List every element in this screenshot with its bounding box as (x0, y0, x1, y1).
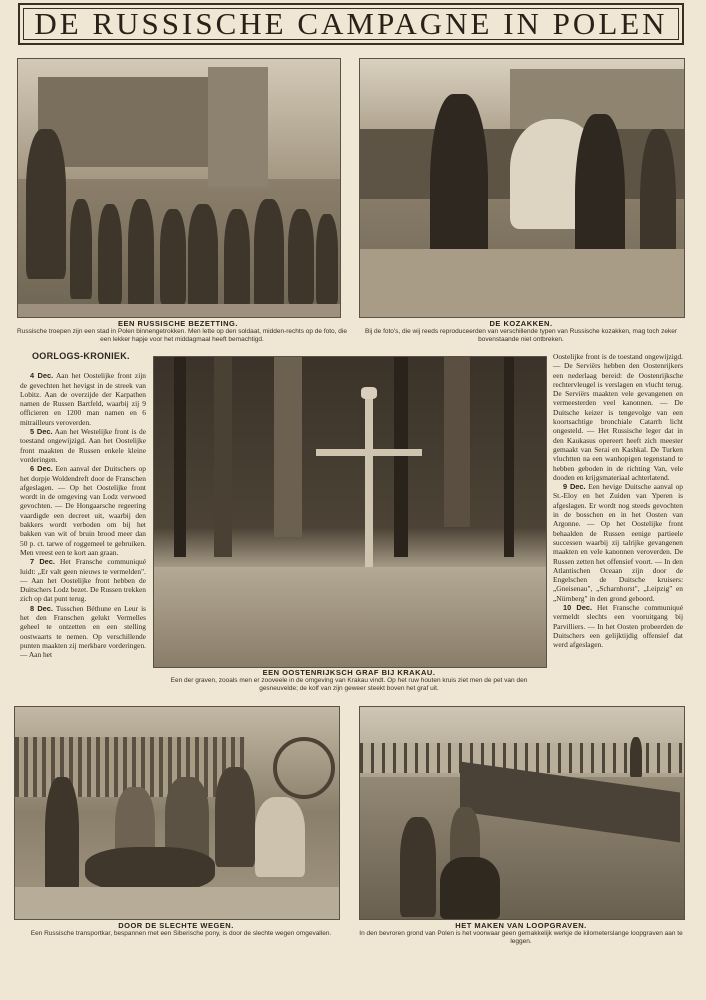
chronicle-column-left (20, 352, 146, 660)
chronicle-entry: 10 Dec. Het Fransche communiqué vermeldt slechts een vooruitgang bij Parvilliers. — In het Oosten probeerden de Duitschers een gelijktijdig offensief dat werd afgeslagen. (553, 603, 683, 650)
photo-russian-occupation (17, 58, 341, 318)
chronicle-entry: 9 Dec. Een hevige Duitsche aanval op St.-Eloy en het Zuiden van Yperen is afgeslagen. Er wordt nog steeds gevochten in de bosschen en in het Oosten van Argonne. — Op het Oostelijke front behaalden de Russen eenige partieele successen waarbij zij talrijke gevangenen maakten en vele kanonnen veroverden. De Russen zetten het offensief voort. — In den Atlantischen Oceaan zijn door de Engelschen de Duitsche kruisers: „Gneisenau", „Scharnhorst", „Leipzig" en „Nürnberg" in den grond geboord. (553, 482, 683, 603)
chronicle-entry: 7 Dec. Het Fransche communiqué luidt: „Er valt geen nieuws te vermelden". — Aan het Oostelijke front hebben de Duitschers Lodz bezet. De Russen trekken zich op dat punt terug. (20, 557, 146, 604)
photo-bad-roads (14, 706, 340, 920)
photo-austrian-grave (153, 356, 547, 668)
page-title: DE RUSSISCHE CAMPAGNE IN POLEN (34, 6, 668, 41)
chronicle-column-right (553, 352, 683, 650)
masthead (18, 3, 684, 45)
photo-cossacks (359, 58, 685, 318)
chronicle-heading: OORLOGS-KRONIEK. (32, 351, 130, 361)
chronicle-entry: Oostelijke front is de toestand ongewijzigd. — De Serviërs hebben den Oostenrijkers een nederlaag bereid: de Oostenrijksche rechtervleugel is verslagen en vlucht terug. De Serviërs maakten vele gevangenen en vermeesterden veel kanonnen. — De Duitsche keizer is tengevolge van een koortsachtige bronchiale Catarrh licht ongesteld. — Het Russische leger dat in den Kaukasus opereert heeft zich meester gemaakt van Serai en Kashkal. De Turken vluchtten na een wanhopigen tegenstand te hebben geboden in de richting Van, vele dooden en krijgsmateriaal achterlatend. (553, 352, 683, 482)
photo-trench-digging (359, 706, 685, 920)
photo-caption: Een der graven, zooals men er zooveele in de omgeving van Krakau vindt. Op het ruw houten kruis ziet men de pet van den gesneuvelde; de kolf van zijn geweer steekt boven het graf uit. (170, 677, 528, 692)
chronicle-entry: 5 Dec. Aan het Westelijke front is de toestand ongewijzigd. Aan het Oostelijke front maakten de Russen enkele kleine vorderingen. (20, 427, 146, 464)
photo-caption: Een Russische transportkar, bespannen met een Siberische pony, is door de slechte wegen omgevallen. (30, 930, 332, 937)
photo-caption: Bij de foto's, die wij reeds reproduceerden van verschillende typen van Russische kozakken, mag toch zeker bovenstaande niet ontbreken. (365, 328, 677, 343)
photo-caption: In den bevroren grond van Polen is het voorwaar geen gemakkelijk werkje de kilometerslange loopgraven aan te leggen. (359, 930, 683, 945)
photo-title: DE KOZAKKEN. (489, 319, 553, 328)
chronicle-entry: 4 Dec. Aan het Oostelijke front zijn de gevechten het hevigst in de streek van Lobitz. Aan de overzijde der Karpathen namen de Russen Bartfeld, waarbij zij 9 officieren en 1200 man namen en 6 mitrailleurs veroverden. (20, 371, 146, 427)
chronicle-entry: 8 Dec. Tusschen Béthune en Leur is het den Franschen gelukt Vermelles geheel te ontzetten en een stelling oostwaarts te nemen. Op verschillende punten maakten zij merkbare vorderingen. — Aan het (20, 603, 147, 660)
photo-title: EEN OOSTENRIJKSCH GRAF BIJ KRAKAU. (262, 668, 436, 677)
chronicle-entry: 6 Dec. Een aanval der Duitschers op het dorpje Woldendreft door de Franschen afgeslagen. — Op het Oostelijke front wordt in de omgeving van Lodz verwoed gevochten. — De Hongaarsche regeering vaardigde een decreet uit, waarbij den bakkers wordt verboden om bij het bakken van wit of bruin brood meer dan 50 p. ct. tarwe of roggemeel te gebruiken. Men vreest een te kort aan graan. (20, 464, 146, 557)
photo-title: HET MAKEN VAN LOOPGRAVEN. (455, 921, 587, 930)
photo-title: EEN RUSSISCHE BEZETTING. (118, 319, 238, 328)
photo-title: DOOR DE SLECHTE WEGEN. (118, 921, 234, 930)
photo-caption: Russische troepen zijn een stad in Polen binnengetrokken. Men lette op den soldaat, midden-rechts op de foto, die een lekker hapje voor het middagmaal heeft bemachtigd. (17, 328, 347, 343)
